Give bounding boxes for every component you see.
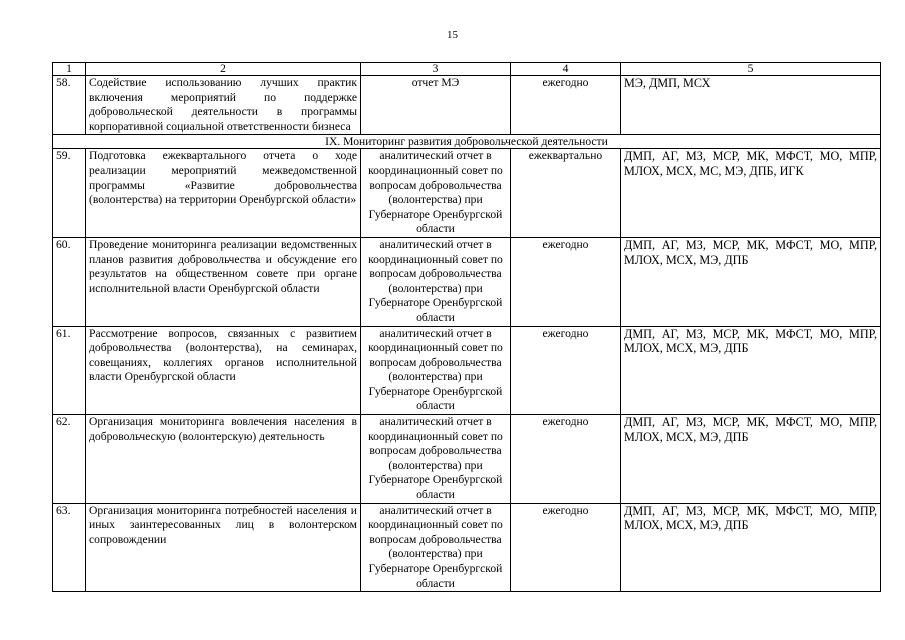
header-col-3: 3 — [361, 63, 511, 76]
row-result: аналитический отчет в координационный совет по вопросам добровольчества (волонтерства) при Губернаторе Оренбургской области — [361, 503, 511, 592]
table-row — [53, 326, 881, 415]
page-number: 15 — [447, 29, 458, 41]
row-result: аналитический отчет в координационный совет по вопросам добровольчества (волонтерства) при Губернаторе Оренбургской области — [361, 237, 511, 326]
table-header — [53, 63, 881, 76]
header-row — [53, 63, 881, 76]
row-result: аналитический отчет в координационный совет по вопросам добровольчества (волонтерства) при Губернаторе Оренбургской области — [361, 149, 511, 238]
header-col-5: 5 — [621, 63, 881, 76]
row-term: ежегодно — [511, 76, 621, 135]
row-executors: ДМП, АГ, МЗ, МСР, МК, МФСТ, МО, МПР, МЛОХ, МСХ, МЭ, ДПБ — [621, 503, 881, 592]
row-result: отчет МЭ — [361, 76, 511, 135]
row-term: ежегодно — [511, 326, 621, 415]
section-row — [53, 135, 881, 149]
row-number: 58. — [53, 76, 86, 135]
row-action: Подготовка ежеквартального отчета о ходе реализации мероприятий межведомственной программы «Развитие добровольчества (волонтерства) на территории Оренбургской области» — [86, 149, 361, 238]
row-number: 60. — [53, 237, 86, 326]
section-title: IX. Мониторинг развития добровольческой деятельности — [53, 135, 881, 149]
row-number: 61. — [53, 326, 86, 415]
header-col-2: 2 — [86, 63, 361, 76]
row-executors: ДМП, АГ, МЗ, МСР, МК, МФСТ, МО, МПР, МЛОХ, МСХ, МС, МЭ, ДПБ, ИГК — [621, 149, 881, 238]
row-term: ежегодно — [511, 415, 621, 504]
header-col-4: 4 — [511, 63, 621, 76]
row-action: Организация мониторинга вовлечения населения в добровольческую (волонтерскую) деятельность — [86, 415, 361, 504]
row-action: Содействие использованию лучших практик включения мероприятий по поддержке добровольческой деятельности в программы корпоративной социальной ответственности бизнеса — [86, 76, 361, 135]
table-row — [53, 415, 881, 504]
table-row — [53, 149, 881, 238]
table-row — [53, 76, 881, 135]
row-executors: ДМП, АГ, МЗ, МСР, МК, МФСТ, МО, МПР, МЛОХ, МСХ, МЭ, ДПБ — [621, 237, 881, 326]
row-action: Организация мониторинга потребностей населения и иных заинтересованных лиц в волонтерском сопровождении — [86, 503, 361, 592]
header-col-1: 1 — [53, 63, 86, 76]
row-number: 62. — [53, 415, 86, 504]
row-action: Проведение мониторинга реализации ведомственных планов развития добровольчества и обсуждение его результатов на общественном совете при органе исполнительной власти Оренбургской области — [86, 237, 361, 326]
row-result: аналитический отчет в координационный совет по вопросам добровольчества (волонтерства) при Губернаторе Оренбургской области — [361, 415, 511, 504]
row-result: аналитический отчет в координационный совет по вопросам добровольчества (волонтерства) при Губернаторе Оренбургской области — [361, 326, 511, 415]
row-action: Рассмотрение вопросов, связанных с развитием добровольчества (волонтерства), на семинарах, совещаниях, коллегиях органов исполнительной власти Оренбургской области — [86, 326, 361, 415]
row-executors: ДМП, АГ, МЗ, МСР, МК, МФСТ, МО, МПР, МЛОХ, МСХ, МЭ, ДПБ — [621, 326, 881, 415]
table-row — [53, 503, 881, 592]
row-number: 63. — [53, 503, 86, 592]
row-executors: МЭ, ДМП, МСХ — [621, 76, 881, 135]
row-term: ежеквартально — [511, 149, 621, 238]
row-term: ежегодно — [511, 237, 621, 326]
row-number: 59. — [53, 149, 86, 238]
action-plan-table — [52, 62, 881, 592]
row-term: ежегодно — [511, 503, 621, 592]
table-row — [53, 237, 881, 326]
row-executors: ДМП, АГ, МЗ, МСР, МК, МФСТ, МО, МПР, МЛОХ, МСХ, МЭ, ДПБ — [621, 415, 881, 504]
